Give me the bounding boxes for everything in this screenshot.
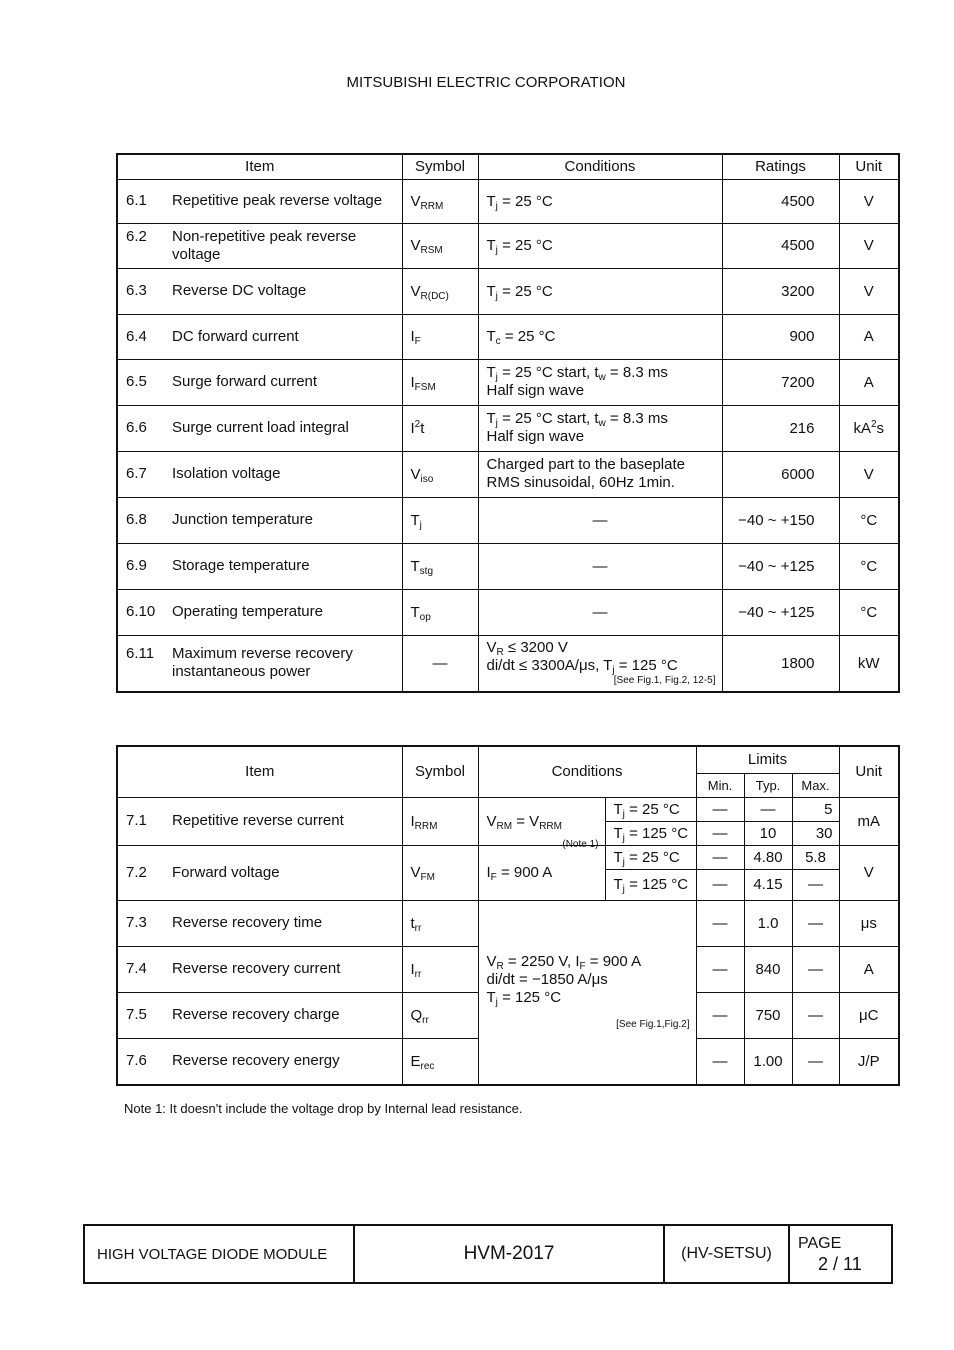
- table-row: [117, 314, 899, 359]
- symbol-cell: —: [402, 635, 478, 692]
- max-value: —: [792, 946, 839, 992]
- header-item: Item: [117, 746, 402, 797]
- item-number: 6.4: [126, 327, 147, 345]
- ratings-header-row: [117, 154, 899, 179]
- item-name-line1: Non-repetitive peak reverse: [172, 227, 357, 245]
- symbol-cell: $I_{RRM}$: [402, 797, 478, 845]
- condition-line1: Charged part to the baseplate: [486, 456, 685, 473]
- min-value: —: [696, 845, 744, 869]
- model-number: HVM-2017: [354, 1225, 664, 1283]
- page-indicator: [789, 1225, 892, 1283]
- item-name-line1: Maximum reverse recovery: [172, 645, 353, 663]
- table-row: [117, 497, 899, 543]
- item-name: DC forward current: [172, 327, 299, 345]
- item-number: 6.8: [126, 511, 147, 528]
- header-conditions: Conditions: [478, 746, 696, 797]
- item-name: Repetitive peak reverse voltage: [172, 192, 383, 209]
- max-value: 5.8: [792, 845, 839, 869]
- table-row: [117, 900, 899, 946]
- max-value: —: [792, 992, 839, 1038]
- rating-value: −40 ~ +125: [722, 589, 839, 635]
- page-number: 2 / 11: [818, 1254, 862, 1274]
- characteristics-header-row: [117, 746, 899, 773]
- header-conditions: Conditions: [478, 154, 722, 179]
- unit-cell: $kA^2s$: [839, 405, 899, 451]
- unit-cell: V: [839, 845, 899, 900]
- condition-cell: $T_j = 25$ °C: [478, 223, 722, 268]
- min-value: —: [696, 869, 744, 900]
- unit-cell: V: [839, 268, 899, 314]
- note-reference: (Note 1): [562, 838, 599, 850]
- unit-cell: mA: [839, 797, 899, 845]
- item-name: Reverse recovery time: [172, 914, 323, 931]
- max-value: —: [792, 900, 839, 946]
- condition-line2: Half sign wave: [486, 428, 585, 445]
- rating-value: 900: [722, 314, 839, 359]
- condition-line2: RMS sinusoidal, 60Hz 1min.: [486, 474, 675, 491]
- item-name: Reverse DC voltage: [172, 282, 307, 299]
- max-value: —: [792, 869, 839, 900]
- item-number: 6.6: [126, 419, 147, 436]
- table-row: [117, 405, 899, 451]
- min-value: —: [696, 900, 744, 946]
- symbol-cell: $E_{rec}$: [402, 1038, 478, 1085]
- table-row: [117, 543, 899, 589]
- unit-cell: A: [839, 314, 899, 359]
- item-name: Junction temperature: [172, 511, 313, 528]
- symbol-cell: $V_{RRM}$: [402, 179, 478, 223]
- rating-value: −40 ~ +150: [722, 497, 839, 543]
- item-name: Surge forward current: [172, 373, 318, 390]
- header-unit: Unit: [839, 746, 899, 797]
- symbol-cell: $I_{FSM}$: [402, 359, 478, 405]
- item-name: Reverse recovery charge: [172, 1006, 340, 1023]
- header-item: Item: [117, 154, 402, 179]
- condition-cell: $V_{RM} = V_{RRM}$: [478, 797, 605, 845]
- typ-value: 10: [744, 821, 792, 845]
- unit-cell: A: [839, 946, 899, 992]
- item-number: 6.10: [126, 603, 156, 620]
- header-ratings: Ratings: [722, 154, 839, 179]
- symbol-cell: $Q_{rr}$: [402, 992, 478, 1038]
- rating-value: 4500: [722, 179, 839, 223]
- temperature-condition: $T_j = 125$ °C: [605, 821, 696, 845]
- table-row: [117, 223, 899, 268]
- rating-value: −40 ~ +125: [722, 543, 839, 589]
- table-row: [117, 179, 899, 223]
- temperature-condition: $T_j = 25$ °C: [605, 797, 696, 821]
- item-number: 7.5: [126, 1006, 147, 1023]
- condition-reference: [See Fig.1, Fig.2, 12-5]: [613, 675, 716, 687]
- condition-cell: $V_R \le 3200$ V di/dt ≤ 3300A/μs, $T_j = 125$ °C [See Fig.1, Fig.2, 12-5]: [478, 635, 722, 692]
- unit-cell: A: [839, 359, 899, 405]
- unit-cell: V: [839, 451, 899, 497]
- symbol-cell: $V_{R(DC)}$: [402, 268, 478, 314]
- item-number: 6.11: [126, 645, 155, 663]
- unit-cell: V: [839, 223, 899, 268]
- item-number: 7.6: [126, 1052, 147, 1070]
- condition-cell: —: [478, 543, 722, 589]
- symbol-cell: $I^2t$: [402, 405, 478, 451]
- item-number: 6.1: [126, 192, 147, 209]
- table-row: [117, 797, 899, 821]
- condition-cell: $T_c = 25$ °C: [478, 314, 722, 359]
- condition-cell: $T_j = 25$ °C: [478, 268, 722, 314]
- item-name: Repetitive reverse current: [172, 812, 344, 829]
- table-row: [117, 268, 899, 314]
- rating-value: 216: [722, 405, 839, 451]
- item-name: Surge current load integral: [172, 419, 349, 436]
- recovery-condition-cell: $V_R = 2250$ V, $I_F = 900$ A di/dt = −1850 A/μs $T_j = 125$ °C [See Fig.1,Fig.2]: [478, 900, 696, 1085]
- table-row: [117, 845, 899, 869]
- symbol-cell: $V_{iso}$: [402, 451, 478, 497]
- min-value: —: [696, 946, 744, 992]
- item-name-line2: voltage: [172, 245, 221, 263]
- item-number: 6.3: [126, 282, 147, 299]
- rating-value: 7200: [722, 359, 839, 405]
- condition-cell: $T_j = 25$ °C start, $t_w = 8.3$ ms Half sign wave: [478, 359, 722, 405]
- item-number: 7.3: [126, 914, 147, 931]
- max-value: 30: [792, 821, 839, 845]
- document-code: (HV-SETSU): [664, 1225, 789, 1283]
- characteristics-table: [116, 745, 900, 1086]
- table-row: [117, 451, 899, 497]
- company-header: MITSUBISHI ELECTRIC CORPORATION: [346, 74, 626, 91]
- item-name: Reverse recovery current: [172, 960, 341, 977]
- condition-cell: —: [478, 497, 722, 543]
- condition-cell: $I_F = 900$ A (Note 1): [478, 845, 605, 900]
- document-footer: [83, 1224, 893, 1284]
- condition-cell: —: [478, 589, 722, 635]
- table-row: [117, 589, 899, 635]
- temperature-condition: $T_j = 25$ °C: [605, 845, 696, 869]
- typ-value: —: [744, 797, 792, 821]
- max-value: 5: [792, 797, 839, 821]
- unit-cell: °C: [839, 589, 899, 635]
- temperature-condition: $T_j = 125$ °C: [605, 869, 696, 900]
- item-name: Isolation voltage: [172, 465, 281, 482]
- condition-reference: [See Fig.1,Fig.2]: [616, 1019, 690, 1031]
- min-value: —: [696, 1038, 744, 1085]
- unit-cell: °C: [839, 543, 899, 589]
- min-value: —: [696, 821, 744, 845]
- min-value: —: [696, 992, 744, 1038]
- rating-value: 1800: [722, 635, 839, 692]
- condition-cell: [478, 451, 722, 497]
- rating-value: 3200: [722, 268, 839, 314]
- typ-value: 4.80: [744, 845, 792, 869]
- item-name: Forward voltage: [172, 863, 280, 881]
- condition-cell: $T_j = 25$ °C: [478, 179, 722, 223]
- item-number: 7.1: [126, 812, 147, 829]
- condition-cell: $T_j = 25$ °C start, $t_w = 8.3$ ms Half sign wave: [478, 405, 722, 451]
- unit-cell: °C: [839, 497, 899, 543]
- item-number: 6.9: [126, 557, 147, 574]
- item-name: Reverse recovery energy: [172, 1052, 340, 1070]
- unit-cell: μs: [839, 900, 899, 946]
- ratings-table: [116, 153, 900, 693]
- typ-value: 4.15: [744, 869, 792, 900]
- symbol-cell: $t_{rr}$: [402, 900, 478, 946]
- symbol-cell: $V_{RSM}$: [402, 223, 478, 268]
- footnote: Note 1: It doesn't include the voltage drop by Internal lead resistance.: [124, 1101, 523, 1116]
- symbol-cell: $T_j$: [402, 497, 478, 543]
- symbol-cell: $T_{op}$: [402, 589, 478, 635]
- item-name-line2: instantaneous power: [172, 663, 311, 681]
- item-number: 6.2: [126, 227, 147, 245]
- unit-cell: J/P: [839, 1038, 899, 1085]
- unit-cell: kW: [839, 635, 899, 692]
- product-name: HIGH VOLTAGE DIODE MODULE: [84, 1225, 354, 1283]
- typ-value: 750: [744, 992, 792, 1038]
- typ-value: 1.0: [744, 900, 792, 946]
- typ-value: 840: [744, 946, 792, 992]
- item-number: 7.4: [126, 960, 147, 977]
- unit-cell: V: [839, 179, 899, 223]
- typ-value: 1.00: [744, 1038, 792, 1085]
- header-typ: Typ.: [744, 773, 792, 797]
- header-unit: Unit: [839, 154, 899, 179]
- item-number: 6.5: [126, 373, 147, 390]
- item-number: 6.7: [126, 465, 147, 482]
- item-number: 7.2: [126, 863, 147, 881]
- symbol-cell: $V_{FM}$: [402, 845, 478, 900]
- max-value: —: [792, 1038, 839, 1085]
- symbol-cell: $I_F$: [402, 314, 478, 359]
- rating-value: 6000: [722, 451, 839, 497]
- item-name: Storage temperature: [172, 557, 310, 574]
- min-value: —: [696, 797, 744, 821]
- page-label: PAGE: [798, 1235, 842, 1252]
- header-limits: Limits: [696, 746, 839, 773]
- rating-value: 4500: [722, 223, 839, 268]
- header-min: Min.: [696, 773, 744, 797]
- symbol-cell: $T_{stg}$: [402, 543, 478, 589]
- unit-cell: μC: [839, 992, 899, 1038]
- table-row: [117, 635, 899, 692]
- header-symbol: Symbol: [402, 154, 478, 179]
- table-row: [117, 359, 899, 405]
- symbol-cell: $I_{rr}$: [402, 946, 478, 992]
- item-name: Operating temperature: [172, 603, 323, 620]
- header-symbol: Symbol: [402, 746, 478, 797]
- condition-line2: Half sign wave: [486, 382, 585, 399]
- header-max: Max.: [792, 773, 839, 797]
